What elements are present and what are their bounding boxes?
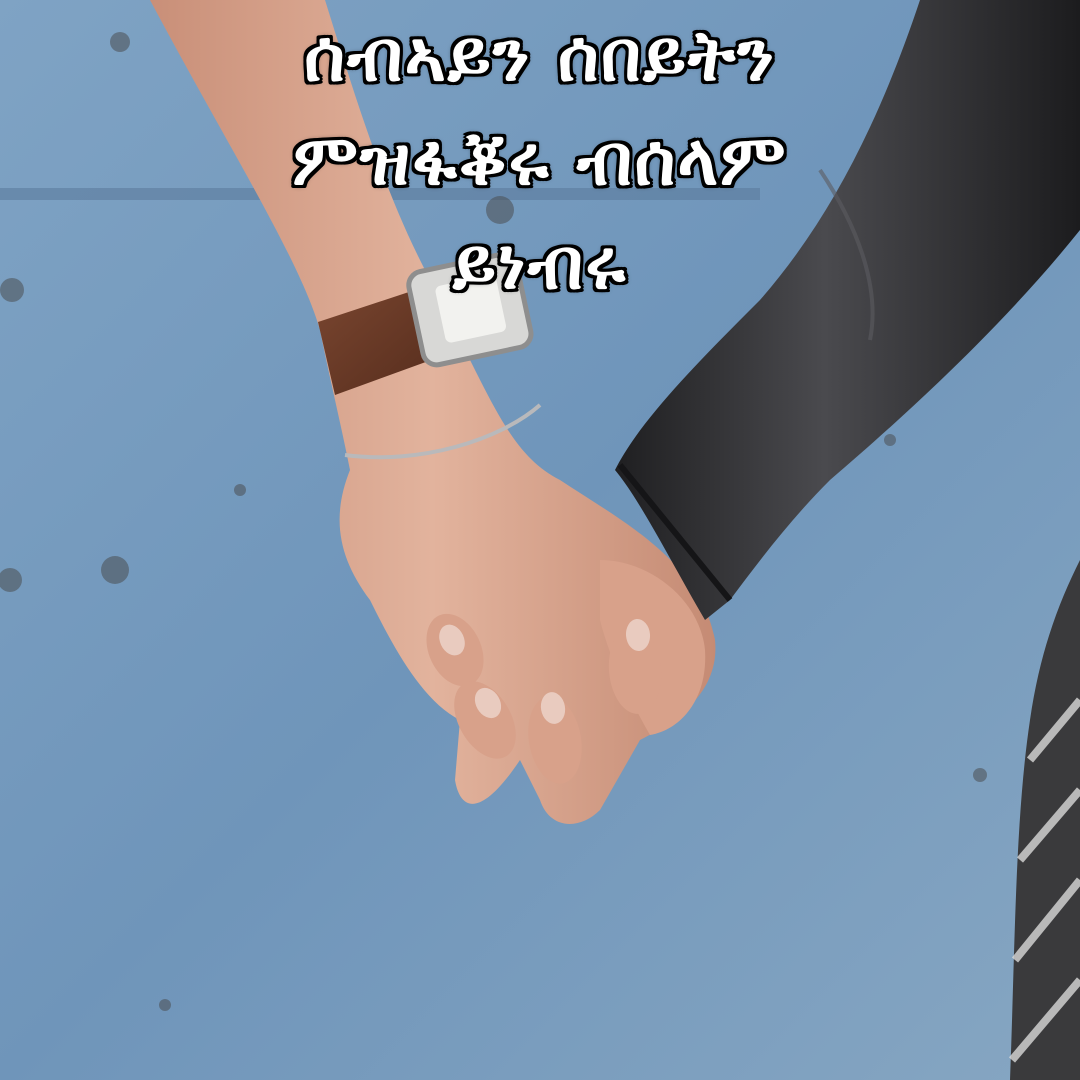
caption-line-3: ይነብሩ xyxy=(452,223,628,305)
caption-line-2: ምዝፋቖሩ ብሰላም xyxy=(292,119,788,201)
caption-text-block xyxy=(0,0,1080,330)
caption-line-1: ሰብኣይን ሰበይትን xyxy=(304,15,776,97)
